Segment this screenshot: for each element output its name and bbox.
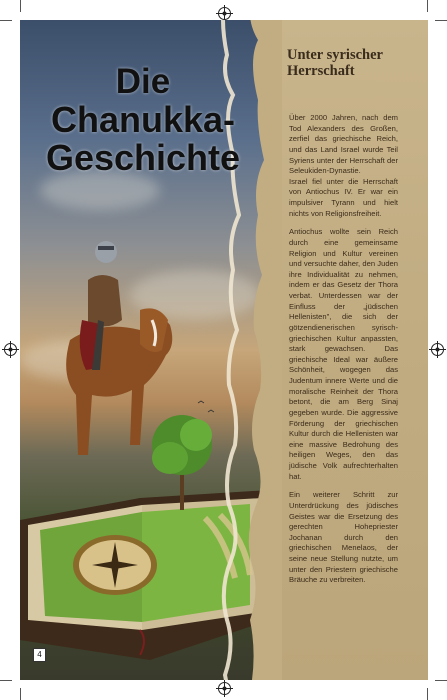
crop-line [435,680,447,681]
page-title [38,64,248,177]
registration-mark-icon [218,682,231,695]
article-body [289,113,398,594]
article-heading: Unter syrischer Herrschaft [287,47,383,79]
title-line: Chanukka- [50,98,236,140]
registration-mark-icon [431,343,444,356]
crop-line [20,688,21,700]
registration-mark-icon [4,343,17,356]
compass-icon [73,535,157,595]
title-line: Die [115,62,171,101]
crop-line [0,20,12,21]
crop-line [427,688,428,700]
paragraph: Über 2000 Jahren, nach dem Tod Alexanders des Großen, zerfiel das griechische Reich, und das Land Israel wurde Teil Syriens unter der Herrschaft der Seleukiden-Dynastie. [289,113,398,176]
paragraph: Ein weiterer Schritt zur Unterdrückung des jüdisches Geistes war die Ersetzung des gerechten Hohepriester Jochanan durch den griechischen Menelaos, der seine neue Stellung nutzte, um unter den Priestern griechische Bräuche zu verbreiten. [289,490,398,585]
crop-line [427,0,428,12]
page-number: 4 [33,648,46,662]
crop-line [435,20,447,21]
title-line: Geschichte [45,137,241,179]
crop-line [20,0,21,12]
registration-mark-icon [218,7,231,20]
paragraph: Antiochus wollte sein Reich durch eine gemeinsame Religion und Kultur vereinen und versuchte daher, den Juden ihre Individualität zu nehmen, indem er das Gesetz der Thora verbat. Unterdessen war der Einfluss der „jüdischen Hellenisten", die sich der götzendienerischen syrisch-griechischen Kultur anpassten, stark gewachsen. Das griechische Ideal war äußere Schönheit, wogegen das Judentum innere Werte und die moralische Reinheit der Thora betont, die am Berg Sinaj gegeben wurde. Die aggressive Förderung der griechischen Kultur durch die Hellenisten war eine massive Bedrohung des heiligen Weges, den das jüdische Volk aufrechterhalten hat. [289,227,398,481]
paragraph: Israel fiel unter die Herrschaft von Antiochus IV. Er war ein impulsiver Tyrann und hielt nichts von Religionsfreiheit. [289,176,398,218]
illustration-panel [20,20,282,680]
crop-line [0,680,12,681]
knight-on-horse-icon [66,241,172,455]
